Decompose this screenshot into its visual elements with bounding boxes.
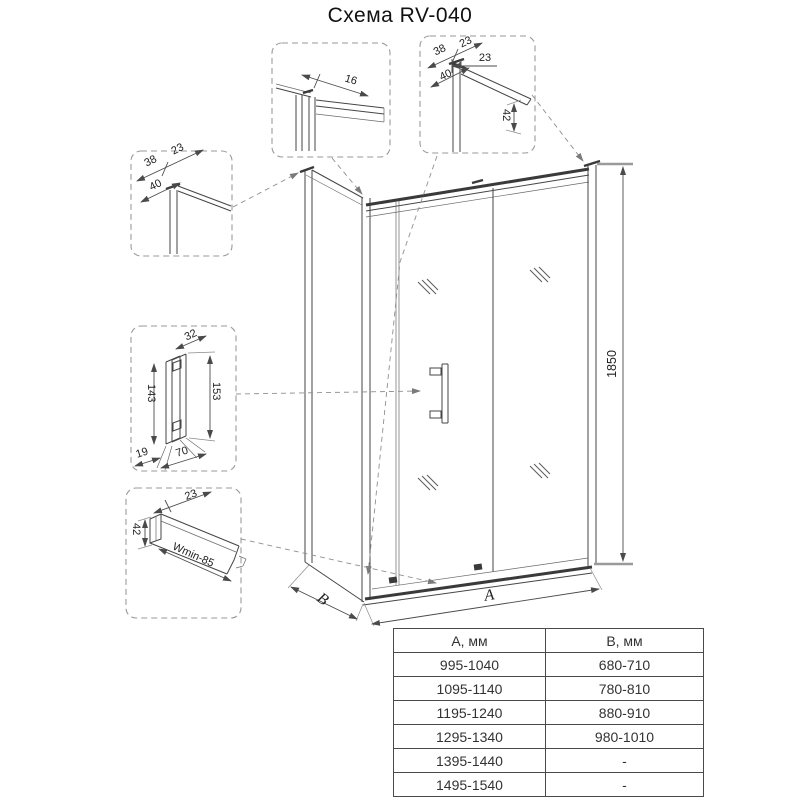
dim-143: 143 [145, 384, 157, 403]
cell-b: 880-910 [546, 701, 704, 725]
dim-23-side: 23 [478, 52, 492, 64]
cell-a: 1395-1440 [394, 749, 546, 773]
roller [474, 563, 483, 570]
detail-wall-profile [131, 141, 232, 256]
detail-top-right-corner [420, 34, 535, 153]
cell-a: 1195-1240 [394, 701, 546, 725]
header-b-mm: В, мм [546, 629, 704, 653]
glass-sparkle [418, 279, 438, 294]
cell-b: 780-810 [546, 677, 704, 701]
dim-a-label: A [483, 586, 496, 605]
header-a-mm: А, мм [394, 629, 546, 653]
dim-40: 40 [437, 67, 454, 84]
detail-top-corner [272, 43, 390, 157]
cell-b: 680-710 [546, 653, 704, 677]
dim-16: 16 [343, 72, 359, 88]
cell-a: 1095-1140 [394, 677, 546, 701]
main-drawing [288, 161, 633, 626]
table-row [394, 749, 704, 773]
table-row [394, 725, 704, 749]
dim-70: 70 [174, 444, 190, 460]
dim-23: 23 [183, 487, 199, 503]
page-title: Схема RV-040 [327, 4, 473, 27]
dim-height-1850 [594, 164, 633, 564]
front-frame [362, 161, 600, 602]
cell-b: - [546, 773, 704, 797]
cell-b: 980-1010 [546, 725, 704, 749]
dim-38: 38 [142, 153, 159, 170]
dim-23: 23 [169, 141, 186, 158]
dim-b-label: B [313, 589, 332, 610]
table-header-row [394, 629, 704, 653]
dim-depth-b [288, 565, 363, 621]
cell-a: 1495-1540 [394, 773, 546, 797]
cell-a: 1295-1340 [394, 725, 546, 749]
dim-32: 32 [182, 327, 199, 344]
glass-sparkle [530, 463, 550, 478]
side-panel [300, 167, 364, 602]
dim-23-top: 23 [457, 34, 474, 51]
dim-42: 42 [500, 109, 512, 122]
dim-wmin-85: Wmin-85 [170, 540, 216, 570]
table-row [394, 701, 704, 725]
door-handle [430, 364, 448, 423]
dim-42: 42 [130, 523, 142, 536]
table-row [394, 653, 704, 677]
sliding-doors [396, 188, 550, 585]
detail-handle [131, 326, 236, 471]
glass-sparkle [530, 267, 550, 282]
table-row [394, 677, 704, 701]
detail-bottom-profile [126, 487, 246, 618]
dim-1850-label: 1850 [605, 350, 619, 378]
glass-sparkle [418, 475, 438, 490]
dim-19: 19 [134, 445, 150, 461]
leader-lines [233, 95, 583, 583]
cell-a: 995-1040 [394, 653, 546, 677]
table-row [394, 773, 704, 797]
size-table [393, 628, 704, 797]
dim-40: 40 [147, 177, 164, 194]
bottom-rail [363, 558, 592, 605]
dim-153: 153 [210, 382, 222, 401]
cell-b: - [546, 749, 704, 773]
roller [389, 576, 398, 583]
dim-38: 38 [431, 42, 448, 59]
